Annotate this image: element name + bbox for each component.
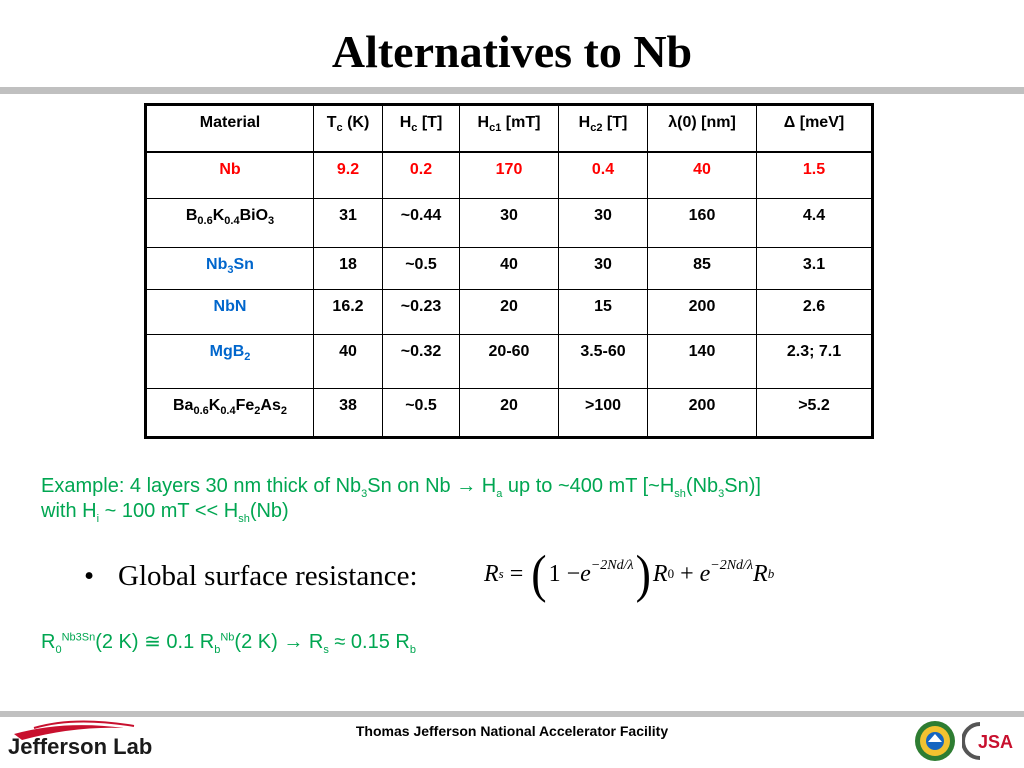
cell-lambda: 140: [648, 334, 757, 388]
cell-hc2: 30: [559, 247, 648, 289]
footer-title: Thomas Jefferson National Accelerator Facility: [355, 723, 669, 739]
cell-hc: 0.2: [383, 152, 460, 198]
cell-lambda: 40: [648, 152, 757, 198]
cell-delta: 2.3; 7.1: [757, 334, 873, 388]
example-text: Example: 4 layers 30 nm thick of $Nb_3Sn$ on $Nb \to H_a$ up to ~400 mT $[\sim H_{sh}(Nb_3Sn)]$ with $H_i$ ~ 100 mT << $H_{sh}(Nb)$: [41, 475, 761, 525]
cell-material: [146, 198, 314, 247]
cell-lambda: 200: [648, 289, 757, 334]
material-formula: $B_{0.6}K_{0.4}BiO_3$: [185, 206, 275, 227]
bullet-text: Global surface resistance:: [118, 560, 418, 592]
surface-resistance-formula: R s = ( 1 − e $^{-2Nd/\lambda}$ ) R 0 + e $^{-2Nd/\lambda}$ R b: [484, 544, 775, 603]
cell-material: NbN: [146, 289, 314, 334]
cell-hc2: >100: [559, 388, 648, 438]
cell-hc: ~0.44: [383, 198, 460, 247]
material-formula: $Ba_{0.6}K_{0.4}Fe_2As_2$: [173, 396, 287, 417]
cell-hc: ~0.5: [383, 388, 460, 438]
table-row: [146, 152, 873, 198]
doe-seal-logo: [914, 720, 956, 762]
cell-lambda: 160: [648, 198, 757, 247]
materials-table: [144, 103, 874, 439]
cell-tc: 38: [314, 388, 383, 438]
cell-hc: ~0.32: [383, 334, 460, 388]
cell-lambda: 85: [648, 247, 757, 289]
cell-hc1: 20: [460, 289, 559, 334]
cell-hc1: 170: [460, 152, 559, 198]
table-row: [146, 388, 873, 438]
table-header-row: [146, 105, 873, 153]
cell-hc: ~0.5: [383, 247, 460, 289]
cell-tc: 9.2: [314, 152, 383, 198]
table-row: [146, 289, 873, 334]
cell-lambda: 200: [648, 388, 757, 438]
cell-hc1: 30: [460, 198, 559, 247]
header-hc1: $H_{c1}$ [mT]: [460, 105, 559, 153]
cell-hc2: 30: [559, 198, 648, 247]
cell-hc2: 15: [559, 289, 648, 334]
slide-title: Alternatives to Nb: [331, 26, 693, 77]
cell-delta: 1.5: [757, 152, 873, 198]
jsa-logo: [962, 718, 1022, 764]
cell-hc2: 3.5-60: [559, 334, 648, 388]
title-divider: [0, 87, 1024, 94]
svg-text:Jefferson Lab: Jefferson Lab: [8, 734, 153, 759]
svg-text:JSA: JSA: [978, 732, 1014, 752]
header-hc2: $H_{c2}$ [T]: [559, 105, 648, 153]
cell-hc: ~0.23: [383, 289, 460, 334]
cell-hc2: 0.4: [559, 152, 648, 198]
header-hc: $H_c$ [T]: [383, 105, 460, 153]
footer-divider: [0, 711, 1024, 717]
table-row: [146, 334, 873, 388]
header-lambda: λ(0) [nm]: [648, 105, 757, 153]
cell-tc: 31: [314, 198, 383, 247]
cell-delta: >5.2: [757, 388, 873, 438]
header-tc: $T_c$ (K): [314, 105, 383, 153]
cell-material: [146, 247, 314, 289]
cell-delta: 2.6: [757, 289, 873, 334]
cell-hc1: 20: [460, 388, 559, 438]
material-formula: MgB$_2$: [209, 342, 251, 363]
header-material: Material: [146, 105, 314, 153]
cell-tc: 18: [314, 247, 383, 289]
resistance-estimate: $R_0^{Nb3Sn}(2$ K) ≅ 0.1 $R_b^{Nb}(2$ $K) \to R_s \approx 0.15$ $R_b$: [41, 631, 416, 656]
cell-material: [146, 334, 314, 388]
material-formula: $Nb_3Sn$: [206, 255, 254, 276]
bullet-item: [84, 556, 418, 596]
table-row: [146, 247, 873, 289]
bullet-marker: •: [84, 560, 95, 592]
cell-hc1: 40: [460, 247, 559, 289]
cell-tc: 16.2: [314, 289, 383, 334]
table-row: [146, 198, 873, 247]
cell-delta: 4.4: [757, 198, 873, 247]
cell-hc1: 20-60: [460, 334, 559, 388]
cell-tc: 40: [314, 334, 383, 388]
cell-delta: 3.1: [757, 247, 873, 289]
cell-material: Nb: [146, 152, 314, 198]
cell-material: [146, 388, 314, 438]
header-delta: Δ [meV]: [757, 105, 873, 153]
